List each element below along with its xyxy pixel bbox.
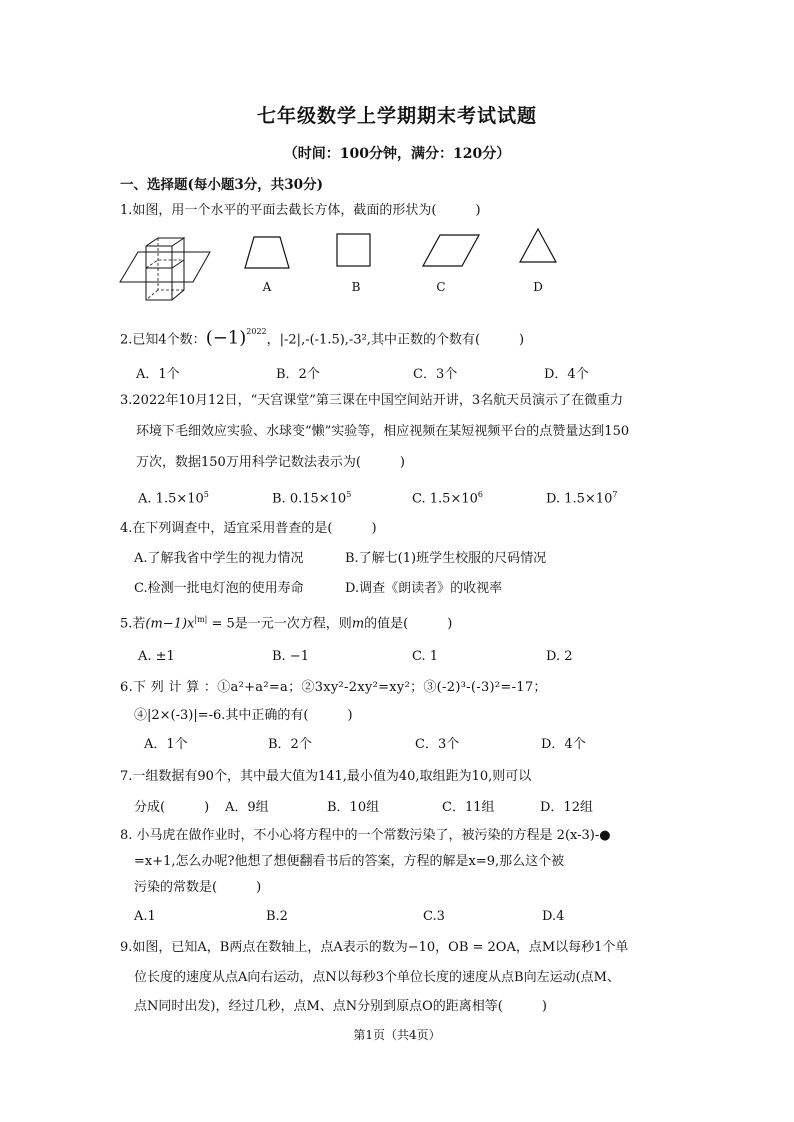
question-3-option-b [272, 487, 351, 507]
figure-label-d: D [533, 280, 543, 294]
option-mantissa: 0.15×10 [289, 491, 347, 507]
figure-label-b: B [351, 280, 361, 294]
option-letter: B. [272, 491, 286, 507]
question-2-option-d: D．4个 [544, 367, 589, 382]
figure-label-c: C [436, 280, 446, 294]
question-5-expression: (m−1)x [145, 616, 195, 632]
question-4-stem: 4.在下列调查中，适宜采用普查的是( ) [120, 521, 377, 536]
option-exponent: 5 [346, 490, 352, 499]
page-title: 七年级数学上学期期末考试试题 [256, 105, 537, 127]
question-6-line-2: ④|2×(-3)|=-6.其中正确的有( ) [134, 708, 353, 723]
question-5-stem-post: 是一元一次方程，则 [234, 616, 352, 632]
question-2-option-c: C．3个 [413, 367, 458, 382]
question-2-base: (−1) [205, 327, 247, 349]
question-8-option-a: A.1 [134, 909, 156, 924]
trapezoid-shape [244, 236, 290, 270]
question-2-stem-post: ，|-2|,-(-1.5),-3²,其中正数的个数有( ) [266, 332, 525, 348]
question-8-option-c: C.3 [423, 909, 445, 924]
question-4-option-c: C.检测一批电灯泡的使用寿命 [134, 581, 304, 596]
option-mantissa: 1.5×10 [155, 491, 204, 507]
figure-label-a: A [262, 280, 272, 294]
question-2-exponent: 2022 [246, 327, 267, 336]
question-7-line-2: 分成( ) [134, 800, 210, 815]
cuboid-section-figure [118, 238, 213, 303]
question-8-line-1: 8. 小马虎在做作业时，不小心将方程中的一个常数污染了，被污染的方程是 2(x-3)-● [120, 828, 611, 843]
question-1-stem: 1.如图，用一个水平的平面去截长方体，截面的形状为( ) [120, 203, 481, 218]
option-letter: C. [412, 491, 426, 507]
question-7-option-d: D．12组 [540, 800, 593, 815]
question-3-option-a [138, 487, 209, 507]
question-3-option-c [412, 487, 483, 507]
question-2-option-a: A．1个 [136, 367, 180, 382]
question-6-option-b: B．2个 [268, 737, 312, 752]
section-heading: 一、选择题(每小题3分，共30分) [120, 177, 323, 193]
question-8-line-2: =x+1,怎么办呢?他想了想便翻看书后的答案，方程的解是x=9,那么这个被 [134, 854, 565, 869]
page-footer: 第1页（共4页） [353, 1028, 441, 1042]
option-exponent: 7 [612, 490, 618, 499]
question-2-stem-pre: 2.已知4个数： [120, 332, 206, 348]
option-mantissa: 1.5×10 [429, 491, 478, 507]
option-mantissa: 1.5×10 [564, 491, 613, 507]
square-shape [336, 233, 372, 269]
question-3-line-2: 环境下毛细效应实验、水球变“懒”实验等，相应视频在某短视频平台的点赞量达到150 [136, 424, 630, 439]
question-5-exponent: |m| [194, 615, 208, 624]
question-5-stem-pre: 5.若 [120, 616, 146, 632]
question-7-option-c: C．11组 [442, 800, 495, 815]
question-8-option-b: B.2 [266, 909, 288, 924]
question-5-option-a: A. ±1 [138, 649, 175, 664]
question-2-option-b: B．2个 [276, 367, 320, 382]
parallelogram-shape [422, 234, 480, 268]
question-7-line-1: 7.一组数据有90个，其中最大值为141,最小值为40,取组距为10,则可以 [120, 769, 532, 784]
question-9-line-3: 点N同时出发)，经过几秒，点M、点N分别到原点O的距离相等( ) [134, 999, 547, 1014]
question-5-option-c: C. 1 [412, 649, 439, 664]
option-exponent: 5 [203, 490, 209, 499]
question-7-option-a: A．9组 [225, 800, 269, 815]
question-5-stem-end: 的值是( ) [364, 616, 453, 632]
option-exponent: 6 [477, 490, 483, 499]
question-6-option-a: A．1个 [144, 737, 188, 752]
question-5-option-d: D. 2 [546, 649, 573, 664]
question-6-option-d: D．4个 [541, 737, 586, 752]
question-6-option-c: C．3个 [415, 737, 460, 752]
option-letter: A. [138, 491, 152, 507]
question-8-option-d: D.4 [542, 909, 565, 924]
question-4-option-d: D.调查《朗读者》的收视率 [345, 581, 503, 596]
question-3-line-3: 万次，数据150万用科学记数法表示为( ) [136, 455, 405, 470]
triangle-shape [519, 228, 557, 264]
question-4-option-b: B.了解七(1)班学生校服的尺码情况 [345, 551, 547, 566]
question-3-option-d [546, 487, 617, 507]
question-2-stem [120, 328, 524, 348]
question-5-stem [120, 612, 452, 632]
question-5-variable: m [351, 616, 365, 632]
question-5-equals: = 5 [207, 616, 235, 632]
question-6-line-1: 6.下 列 计 算 ：①a²+a²=a；②3xy²-2xy²=xy²；③(-2)³-(-3)²=-17； [120, 680, 547, 695]
question-4-option-a: A.了解我省中学生的视力情况 [134, 551, 304, 566]
option-letter: D. [546, 491, 561, 507]
question-9-line-2: 位长度的速度从点A向右运动，点N以每秒3个单位长度的速度从点B向左运动(点M、 [134, 970, 620, 985]
question-5-option-b: B. −1 [272, 649, 309, 664]
question-8-line-3: 污染的常数是( ) [134, 880, 262, 895]
question-9-line-1: 9.如图，已知A，B两点在数轴上，点A表示的数为−10，OB = 2OA，点M以每秒1个单 [120, 940, 629, 955]
question-3-line-1: 3.2022年10月12日，“天宫课堂”第三课在中国空间站开讲，3名航天员演示了在微重力 [120, 393, 624, 408]
page-subtitle: （时间：100分钟，满分：120分） [283, 146, 511, 162]
question-7-option-b: B．10组 [327, 800, 380, 815]
